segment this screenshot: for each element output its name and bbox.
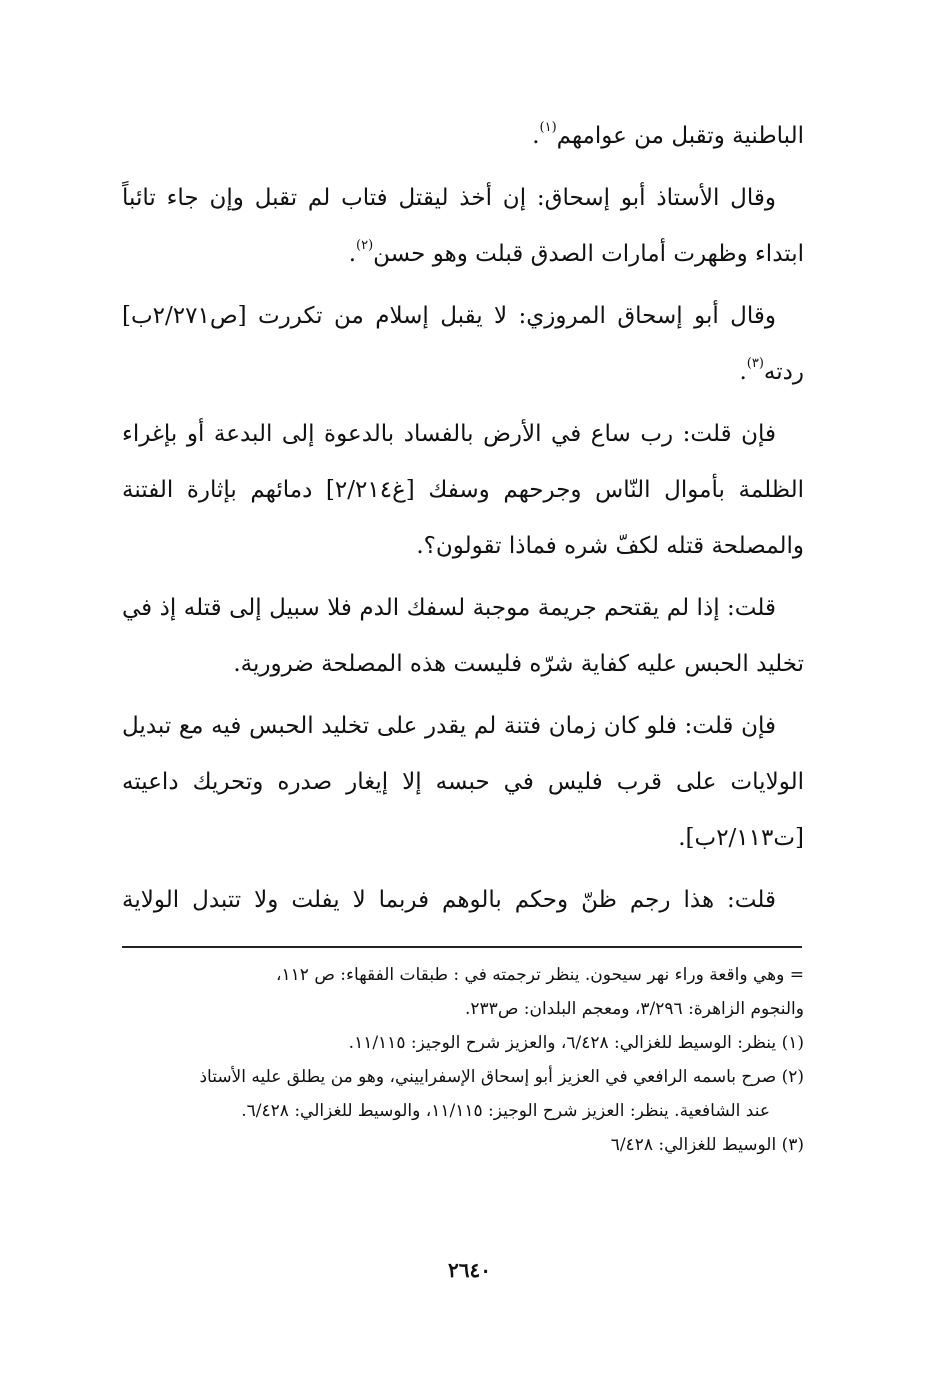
- footnote-1: [122, 1026, 804, 1060]
- footnote-3: [122, 1128, 804, 1162]
- footnote-2-text-line-1: صرح باسمه الرافعي في العزيز أبو إسحاق الإسفراييني، وهو من يطلق عليه الأستاذ: [199, 1067, 777, 1087]
- paragraph-2-end: .: [348, 241, 356, 267]
- main-text: [122, 108, 804, 934]
- paragraph-1: [122, 108, 804, 164]
- footnote-1-text: ينظر: الوسيط للغزالي: ٦/٤٢٨، والعزيز شرح الوجيز: ١١/١١٥.: [348, 1033, 777, 1053]
- paragraph-3-text: وقال أبو إسحاق المروزي: لا يقبل إسلام من تكررت [ص٢/٢٧١ب] ردته: [122, 303, 804, 385]
- footnote-1-number: (١): [781, 1033, 804, 1053]
- paragraph-2: [122, 170, 804, 282]
- footnote-3-text: الوسيط للغزالي: ٦/٤٢٨: [610, 1135, 777, 1155]
- footnote-ref-3: (٣): [746, 356, 764, 371]
- page-number: ٢٦٤٠: [448, 1258, 491, 1282]
- footnote-continued-line-2: والنجوم الزاهرة: ٣/٢٩٦، ومعجم البلدان: ص٢٣٣.: [465, 999, 804, 1019]
- paragraph-4: فإن قلت: رب ساع في الأرض بالفساد بالدعوة إلى البدعة أو بإغراء الظلمة بأموال النّاس وجرحهم وسفك [غ٢/٢١٤] دمائهم بإثارة الفتنة والمصلحة قتله لكفّ شره فماذا تقولون؟.: [122, 421, 804, 559]
- paragraph-3: [122, 288, 804, 400]
- paragraph-1-end: .: [532, 123, 540, 149]
- paragraph-7: قلت: هذا رجم ظنّ وحكم بالوهم فربما لا يفلت ولا تتبدل الولاية: [122, 887, 776, 913]
- footnote-continued-line-1: = وهي واقعة وراء نهر سيحون. ينظر ترجمته في : طبقات الفقهاء: ص ١١٢،: [276, 965, 804, 985]
- paragraph-6: فإن قلت: فلو كان زمان فتنة لم يقدر على تخليد الحبس فيه مع تبديل الولايات على قرب فليس في حبسه إلا إيغار صدره وتحريك داعيته [ت٢/١١٣ب].: [122, 713, 804, 851]
- paragraph-5: قلت: إذا لم يقتحم جريمة موجبة لسفك الدم فلا سبيل إلى قتله إذ في تخليد الحبس عليه كفاية شرّه فليست هذه المصلحة ضرورية.: [122, 595, 804, 677]
- footnote-divider: [122, 946, 802, 948]
- footnote-ref-1: (١): [539, 120, 557, 135]
- footnote-2-number: (٢): [781, 1067, 804, 1087]
- footnotes: [122, 958, 804, 1162]
- footnote-continued: [122, 958, 804, 1026]
- paragraph-3-end: .: [739, 359, 747, 385]
- paragraph-2-text: وقال الأستاذ أبو إسحاق: إن أخذ ليقتل فتاب لم تقبل وإن جاء تائباً ابتداء وظهرت أمارات الصدق قبلت وهو حسن: [122, 185, 804, 267]
- footnote-2-text-line-2: عند الشافعية. ينظر: العزيز شرح الوجيز: ١١/١١٥، والوسيط للغزالي: ٦/٤٢٨.: [241, 1101, 770, 1121]
- footnote-2: [122, 1060, 804, 1128]
- footnote-ref-2: (٢): [356, 238, 374, 253]
- paragraph-1-text: الباطنية وتقبل من عوامهم: [556, 123, 804, 149]
- footnote-3-number: (٣): [781, 1135, 804, 1155]
